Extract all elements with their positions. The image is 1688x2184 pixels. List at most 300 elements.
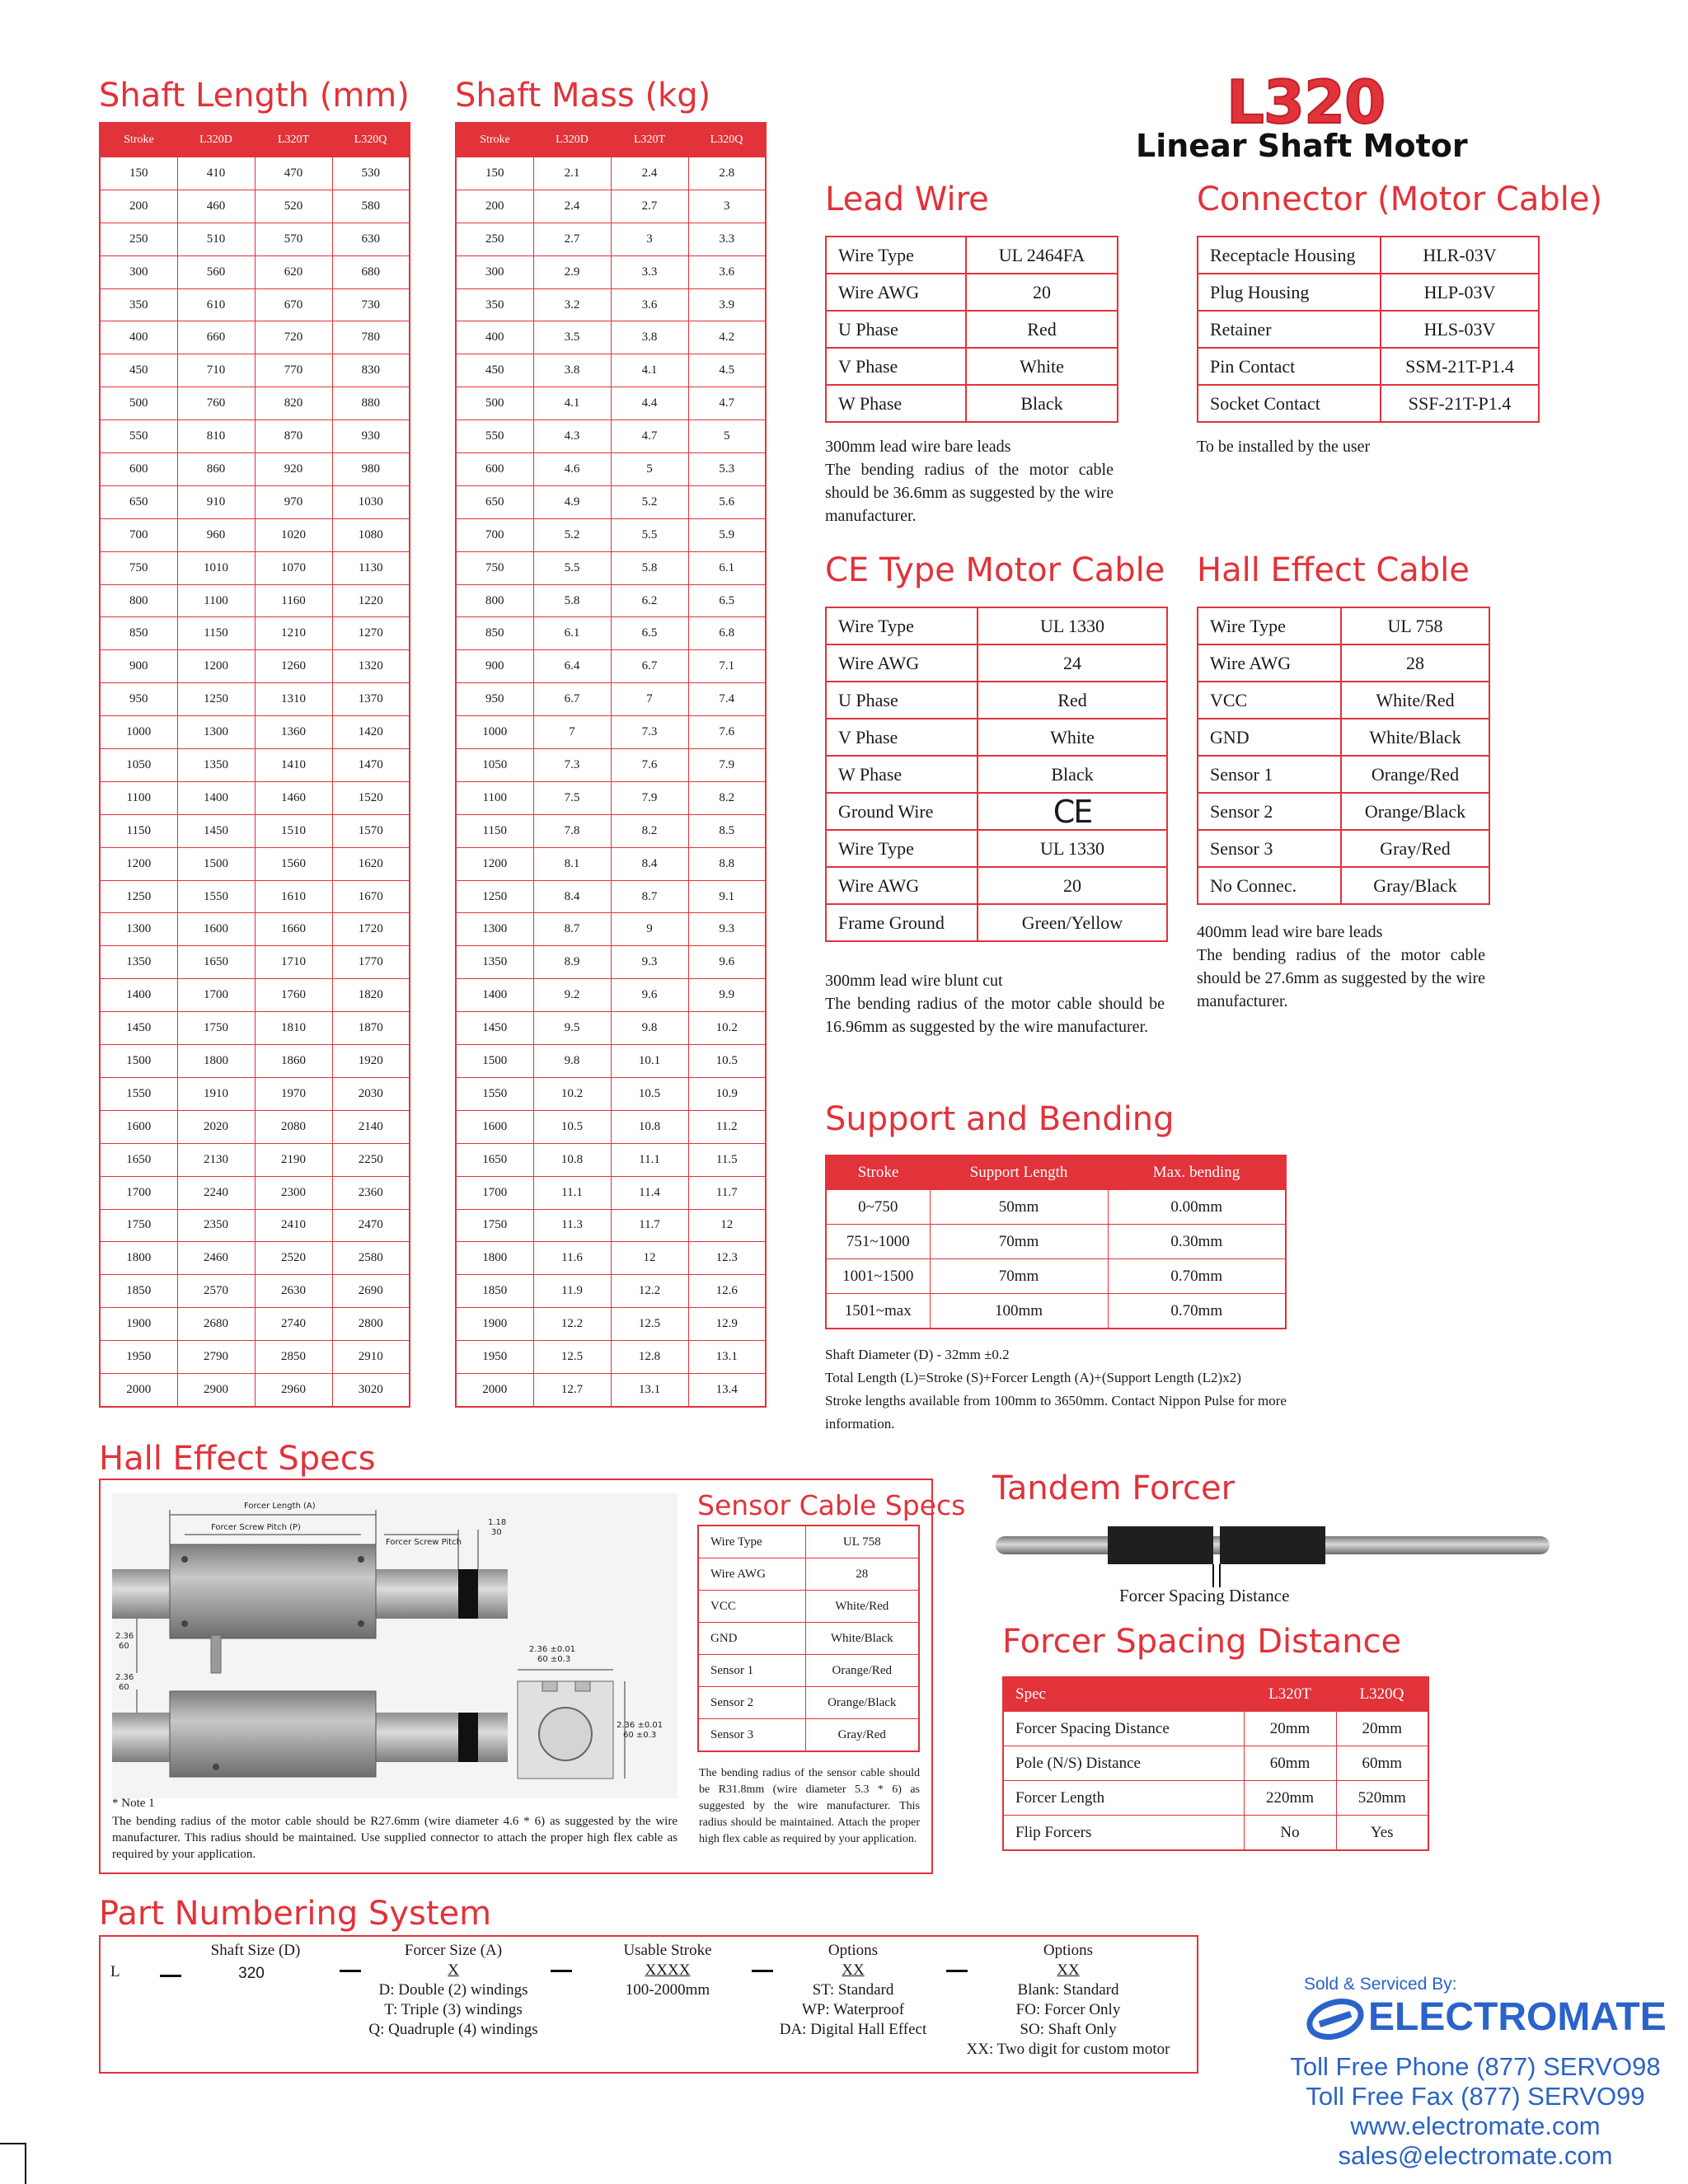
table-row: [826, 682, 1167, 719]
table-row: [100, 1012, 410, 1045]
table-cell: 1570: [332, 814, 410, 847]
dim-60c: 60 ±0.3: [537, 1655, 571, 1664]
table-cell: 1870: [332, 1012, 410, 1045]
table-row: [100, 1373, 410, 1406]
table-cell: 6.1: [533, 617, 611, 650]
table-cell: 1850: [456, 1275, 533, 1308]
table-cell: 8.8: [688, 847, 766, 880]
table-cell: No: [1244, 1816, 1336, 1851]
table-cell: V Phase: [826, 719, 978, 756]
pn-prefix: L: [110, 1963, 120, 1980]
table-cell: 3.3: [611, 255, 688, 288]
table-row: [456, 1012, 766, 1045]
table-cell: Orange/Black: [805, 1687, 919, 1719]
table-cell: 880: [332, 387, 410, 420]
table-cell: 520mm: [1336, 1781, 1428, 1816]
table-row: [456, 946, 766, 979]
table-cell: 850: [100, 617, 177, 650]
table-cell: 4.9: [533, 485, 611, 518]
table-cell: 12: [611, 1242, 688, 1275]
table-cell: U Phase: [826, 311, 966, 348]
column-header: L320T: [255, 123, 332, 157]
table-cell: 8.4: [533, 880, 611, 913]
table-cell: 2250: [332, 1143, 410, 1176]
website-link[interactable]: www.electromate.com: [1350, 2111, 1601, 2140]
dim-236a: 2.36: [115, 1632, 134, 1641]
table-row: [698, 1687, 919, 1719]
table-cell: 1900: [456, 1308, 533, 1341]
table-cell: 1850: [100, 1275, 177, 1308]
table-cell: 500: [456, 387, 533, 420]
table-cell: 2.8: [688, 157, 766, 190]
table-cell: 220mm: [1244, 1781, 1336, 1816]
table-cell: Flip Forcers: [1003, 1816, 1244, 1851]
shaft-length-table: [99, 122, 410, 1408]
table-cell: 5.3: [688, 453, 766, 486]
toll-free-phone: Toll Free Phone (877) SERVO98: [1290, 2052, 1661, 2081]
table-row: [1198, 719, 1489, 756]
table-row: [826, 1294, 1286, 1329]
table-cell: 1100: [456, 781, 533, 814]
table-cell: 1700: [100, 1176, 177, 1209]
table-cell: 0.70mm: [1108, 1294, 1286, 1329]
table-cell: 1400: [177, 781, 255, 814]
table-cell: 1220: [332, 584, 410, 617]
table-cell: 560: [177, 255, 255, 288]
electromate-logo-icon: [1306, 1996, 1365, 2042]
table-cell: Sensor 1: [1198, 756, 1341, 793]
table-row: [100, 1045, 410, 1078]
table-cell: 10.2: [533, 1077, 611, 1110]
table-cell: 620: [255, 255, 332, 288]
table-cell: 3.2: [533, 288, 611, 321]
support-note-1: Shaft Diameter (D) - 32mm ±0.2: [825, 1347, 1010, 1362]
table-row: [100, 781, 410, 814]
tandem-forcer-left: [1108, 1526, 1213, 1564]
table-cell: 1450: [100, 1012, 177, 1045]
table-row: [456, 223, 766, 255]
table-cell: 11.4: [611, 1176, 688, 1209]
table-row: [826, 607, 1167, 644]
table-cell: 4.4: [611, 387, 688, 420]
table-cell: 400: [456, 321, 533, 354]
table-cell: 8.7: [611, 880, 688, 913]
table-row: [1198, 830, 1489, 867]
table-cell: 7.3: [611, 716, 688, 749]
connector-heading: Connector (Motor Cable): [1197, 180, 1603, 218]
table-cell: 9.5: [533, 1012, 611, 1045]
pn-forcer-size-code: X: [448, 1961, 459, 1979]
table-cell: 1650: [100, 1143, 177, 1176]
table-cell: Red: [966, 311, 1118, 348]
table-cell: 720: [255, 321, 332, 354]
table-cell: 3.8: [611, 321, 688, 354]
table-cell: 1320: [332, 650, 410, 683]
table-cell: [978, 793, 1167, 830]
table-cell: 950: [100, 683, 177, 716]
table-cell: 9.1: [688, 880, 766, 913]
table-cell: 7.3: [533, 749, 611, 782]
table-cell: 7.9: [688, 749, 766, 782]
table-row: [100, 814, 410, 847]
table-cell: 1000: [100, 716, 177, 749]
table-cell: 20: [966, 274, 1118, 311]
table-cell: 530: [332, 157, 410, 190]
table-cell: 7: [611, 683, 688, 716]
table-row: [456, 650, 766, 683]
table-row: [456, 518, 766, 551]
part-numbering-heading: Part Numbering System: [99, 1895, 492, 1933]
table-row: [456, 847, 766, 880]
table-cell: 20: [978, 867, 1167, 904]
table-row: [826, 756, 1167, 793]
table-cell: HLR-03V: [1381, 237, 1539, 274]
table-cell: 1450: [177, 814, 255, 847]
table-cell: 2.9: [533, 255, 611, 288]
column-header: Support Length: [930, 1155, 1108, 1190]
table-cell: HLP-03V: [1381, 274, 1539, 311]
table-row: [100, 157, 410, 190]
table-cell: 1920: [332, 1045, 410, 1078]
table-cell: 1550: [177, 880, 255, 913]
table-cell: 2910: [332, 1341, 410, 1374]
table-cell: 4.7: [688, 387, 766, 420]
forcer-spacing-heading: Forcer Spacing Distance: [1002, 1623, 1402, 1661]
table-cell: 1250: [100, 880, 177, 913]
table-cell: 1100: [100, 781, 177, 814]
table-row: [100, 288, 410, 321]
table-row: [826, 237, 1118, 274]
table-cell: 5.2: [611, 485, 688, 518]
table-cell: 630: [332, 223, 410, 255]
table-row: [698, 1719, 919, 1752]
table-cell: 3.6: [611, 288, 688, 321]
table-cell: 1300: [100, 913, 177, 946]
support-header-row: [826, 1155, 1286, 1190]
sensor-cable-table: [697, 1525, 920, 1752]
ce-cable-heading: CE Type Motor Cable: [825, 551, 1165, 589]
table-row: [100, 453, 410, 486]
table-cell: 2.7: [533, 223, 611, 255]
table-row: [1198, 385, 1539, 422]
table-cell: Black: [978, 756, 1167, 793]
connector-table: [1197, 236, 1540, 423]
table-row: [456, 1045, 766, 1078]
table-cell: 12: [688, 1209, 766, 1242]
table-cell: 920: [255, 453, 332, 486]
table-row: [100, 1308, 410, 1341]
table-cell: 13.1: [611, 1373, 688, 1406]
table-cell: 1000: [456, 716, 533, 749]
table-cell: 1860: [255, 1045, 332, 1078]
table-row: [456, 880, 766, 913]
sensor-cable-note: The bending radius of the sensor cable should be R31.8mm (wire diameter 5.3 * 6) as suggested by the wire manufacturer. This radius should be maintained. Attach the proper high flex cable as required by your application.: [699, 1767, 920, 1845]
table-cell: 4.1: [533, 387, 611, 420]
table-row: [100, 946, 410, 979]
dim-60d: 60 ±0.3: [623, 1731, 657, 1740]
dim-118: 1.18: [488, 1518, 507, 1527]
table-cell: 1750: [177, 1012, 255, 1045]
lead-wire-heading: Lead Wire: [825, 180, 989, 218]
table-cell: 980: [332, 453, 410, 486]
table-cell: 5.5: [611, 518, 688, 551]
table-cell: 751~1000: [826, 1225, 930, 1259]
table-cell: 3.9: [688, 288, 766, 321]
email-link[interactable]: sales@electromate.com: [1338, 2141, 1613, 2170]
pn-options2-opt-2: FO: Forcer Only: [1015, 2001, 1121, 2018]
table-cell: 11.1: [533, 1176, 611, 1209]
table-cell: 70mm: [930, 1225, 1108, 1259]
table-cell: 800: [456, 584, 533, 617]
table-cell: Orange/Red: [805, 1655, 919, 1687]
table-cell: Frame Ground: [826, 904, 978, 941]
hall-note-title: * Note 1: [112, 1797, 155, 1810]
hall-cable-table: [1197, 607, 1490, 905]
column-header: L320D: [177, 123, 255, 157]
table-cell: 660: [177, 321, 255, 354]
shaft-mass-header-row: [456, 123, 766, 157]
table-cell: 1660: [255, 913, 332, 946]
table-cell: 12.2: [611, 1275, 688, 1308]
table-cell: 1700: [177, 979, 255, 1012]
column-header: Max. bending: [1108, 1155, 1286, 1190]
table-row: [456, 321, 766, 354]
table-cell: 8.9: [533, 946, 611, 979]
table-cell: 400: [100, 321, 177, 354]
table-cell: 9.3: [611, 946, 688, 979]
table-row: [456, 979, 766, 1012]
table-row: [100, 190, 410, 223]
table-row: [456, 1373, 766, 1406]
table-row: [826, 1225, 1286, 1259]
table-cell: 2.1: [533, 157, 611, 190]
table-row: [826, 274, 1118, 311]
table-cell: 1350: [177, 749, 255, 782]
upper-forcer-block: [170, 1544, 376, 1638]
table-cell: 780: [332, 321, 410, 354]
table-cell: 60mm: [1336, 1746, 1428, 1781]
table-cell: 1820: [332, 979, 410, 1012]
table-cell: U Phase: [826, 682, 978, 719]
hall-cable-heading: Hall Effect Cable: [1197, 551, 1470, 589]
table-cell: 350: [100, 288, 177, 321]
column-header: L320T: [1244, 1677, 1336, 1712]
shaft-mass-heading: Shaft Mass (kg): [455, 77, 711, 115]
support-note-3: Stroke lengths available from 100mm to 3650mm. Contact Nippon Pulse for more information.: [825, 1393, 1287, 1432]
table-cell: 5.6: [688, 485, 766, 518]
table-cell: 6.5: [611, 617, 688, 650]
table-cell: 1001~1500: [826, 1259, 930, 1294]
table-cell: 2020: [177, 1110, 255, 1143]
pn-stroke-label: Usable Stroke: [623, 1942, 712, 1959]
table-cell: 850: [456, 617, 533, 650]
table-cell: 350: [456, 288, 533, 321]
table-cell: GND: [1198, 719, 1341, 756]
table-cell: 1460: [255, 781, 332, 814]
hall-specs-drawing: [112, 1493, 678, 1798]
table-cell: 2850: [255, 1341, 332, 1374]
table-cell: 2.7: [611, 190, 688, 223]
table-cell: 9.8: [533, 1045, 611, 1078]
table-cell: Wire Type: [698, 1526, 805, 1558]
table-row: [826, 830, 1167, 867]
table-cell: 1100: [177, 584, 255, 617]
table-cell: 860: [177, 453, 255, 486]
table-cell: 550: [456, 420, 533, 453]
dim-forcer-screw-pitch-2: Forcer Screw Pitch: [386, 1538, 462, 1547]
lead-wire-note-2: The bending radius of the motor cable should be 36.6mm as suggested by the wire manufacturer.: [825, 461, 1114, 525]
table-cell: 1970: [255, 1077, 332, 1110]
table-cell: 11.5: [688, 1143, 766, 1176]
table-cell: 1250: [177, 683, 255, 716]
sensor-cable-heading: Sensor Cable Specs: [697, 1489, 966, 1521]
table-cell: 450: [100, 354, 177, 387]
table-cell: 4.2: [688, 321, 766, 354]
table-cell: 1650: [456, 1143, 533, 1176]
table-cell: 1300: [456, 913, 533, 946]
pn-options2-opt-3: SO: Shaft Only: [1020, 2021, 1117, 2038]
shaft-length-heading: Shaft Length (mm): [99, 77, 410, 115]
table-cell: 150: [100, 157, 177, 190]
table-cell: 4.5: [688, 354, 766, 387]
table-cell: 4.6: [533, 453, 611, 486]
ce-cable-note-1: 300mm lead wire blunt cut: [825, 972, 1003, 990]
table-cell: 750: [456, 551, 533, 584]
table-cell: 6.7: [611, 650, 688, 683]
table-cell: 1030: [332, 485, 410, 518]
pn-shaft-size-label: Shaft Size (D): [210, 1942, 301, 1959]
table-cell: 3.8: [533, 354, 611, 387]
table-row: [1198, 793, 1489, 830]
table-cell: 500: [100, 387, 177, 420]
shaft-length-header-row: [100, 123, 410, 157]
table-cell: Forcer Length: [1003, 1781, 1244, 1816]
column-header: Stroke: [100, 123, 177, 157]
table-cell: 1610: [255, 880, 332, 913]
table-cell: 670: [255, 288, 332, 321]
table-cell: 1800: [100, 1242, 177, 1275]
pn-options1-opt-2: WP: Waterproof: [801, 2001, 905, 2018]
table-row: [100, 551, 410, 584]
table-cell: 830: [332, 354, 410, 387]
table-cell: 7.6: [688, 716, 766, 749]
column-header: L320Q: [332, 123, 410, 157]
table-row: [456, 1242, 766, 1275]
table-cell: 2520: [255, 1242, 332, 1275]
table-row: [100, 1143, 410, 1176]
table-cell: White: [978, 719, 1167, 756]
pn-options1-opt-1: ST: Standard: [812, 1981, 894, 1999]
table-row: [456, 913, 766, 946]
table-cell: 6.1: [688, 551, 766, 584]
table-cell: 2000: [100, 1373, 177, 1406]
table-row: [456, 1110, 766, 1143]
pn-forcer-size-label: Forcer Size (A): [404, 1942, 503, 1959]
table-cell: 0.30mm: [1108, 1225, 1286, 1259]
table-row: [698, 1623, 919, 1655]
hall-cable-note-1: 400mm lead wire bare leads: [1197, 923, 1383, 941]
table-row: [100, 518, 410, 551]
table-cell: White: [966, 348, 1118, 385]
table-cell: 950: [456, 683, 533, 716]
forcer-spacing-header-row: [1003, 1677, 1428, 1712]
table-cell: 9.9: [688, 979, 766, 1012]
table-row: [100, 913, 410, 946]
table-cell: 1350: [100, 946, 177, 979]
table-row: [100, 1341, 410, 1374]
table-cell: 730: [332, 288, 410, 321]
pn-dash-1: [160, 1975, 181, 1977]
table-row: [826, 904, 1167, 941]
table-cell: 28: [1341, 644, 1489, 682]
table-row: [100, 255, 410, 288]
table-cell: 11.7: [611, 1209, 688, 1242]
table-row: [100, 1176, 410, 1209]
table-cell: UL 758: [1341, 607, 1489, 644]
table-cell: 1080: [332, 518, 410, 551]
dim-236b: 2.36: [115, 1673, 134, 1682]
table-cell: 0~750: [826, 1190, 930, 1225]
table-cell: 10.5: [533, 1110, 611, 1143]
table-cell: 10.2: [688, 1012, 766, 1045]
table-cell: 8.1: [533, 847, 611, 880]
sold-by-label: Sold & Serviced By:: [1304, 1975, 1457, 1994]
table-row: [456, 453, 766, 486]
table-cell: 12.2: [533, 1308, 611, 1341]
table-row: [1198, 644, 1489, 682]
table-cell: 8.5: [688, 814, 766, 847]
table-cell: 610: [177, 288, 255, 321]
table-row: [826, 719, 1167, 756]
table-row: [456, 814, 766, 847]
table-cell: 1500: [177, 847, 255, 880]
table-cell: 1950: [456, 1341, 533, 1374]
table-cell: 11.1: [611, 1143, 688, 1176]
support-table: [825, 1155, 1287, 1329]
table-cell: 650: [100, 485, 177, 518]
table-cell: 1950: [100, 1341, 177, 1374]
table-cell: 5.8: [533, 584, 611, 617]
table-cell: 750: [100, 551, 177, 584]
table-cell: W Phase: [826, 756, 978, 793]
table-cell: 1700: [456, 1176, 533, 1209]
table-cell: 1800: [177, 1045, 255, 1078]
table-cell: 1550: [100, 1077, 177, 1110]
table-row: [456, 157, 766, 190]
table-row: [1003, 1712, 1428, 1746]
table-row: [1198, 274, 1539, 311]
table-cell: 1501~max: [826, 1294, 930, 1329]
column-header: L320Q: [1336, 1677, 1428, 1712]
table-cell: 10.5: [688, 1045, 766, 1078]
table-cell: 700: [456, 518, 533, 551]
table-row: [1198, 311, 1539, 348]
shaft-mass-table: [455, 122, 767, 1408]
table-cell: 1620: [332, 847, 410, 880]
table-cell: 1420: [332, 716, 410, 749]
table-row: [100, 749, 410, 782]
table-cell: 650: [456, 485, 533, 518]
table-cell: 10.5: [611, 1077, 688, 1110]
table-cell: Wire AWG: [826, 867, 978, 904]
ce-cable-note-2: The bending radius of the motor cable should be 16.96mm as suggested by the wire manufacturer.: [825, 995, 1165, 1036]
column-header: Stroke: [826, 1155, 930, 1190]
table-row: [100, 584, 410, 617]
table-cell: Pin Contact: [1198, 348, 1381, 385]
table-cell: 1350: [456, 946, 533, 979]
table-cell: 250: [456, 223, 533, 255]
table-cell: 8.7: [533, 913, 611, 946]
